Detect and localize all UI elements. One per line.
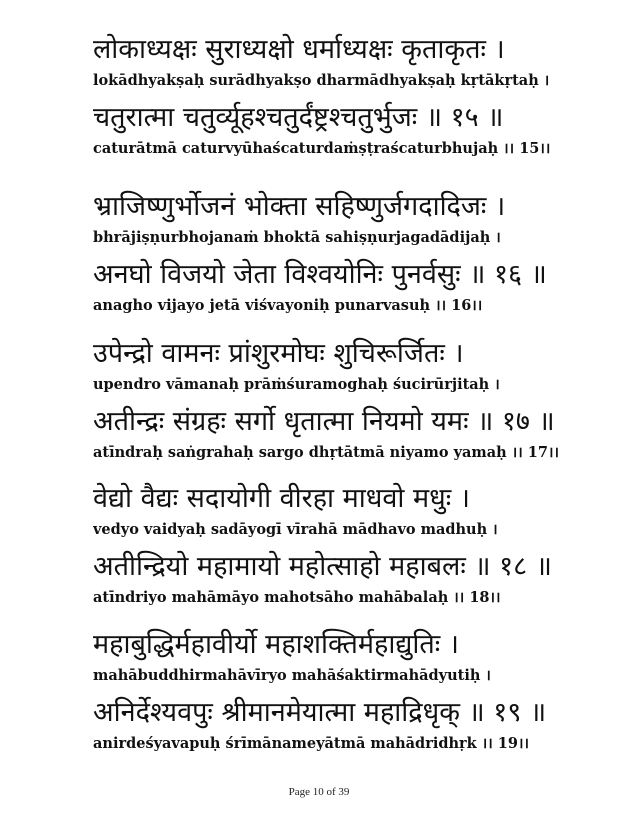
verse-line-transliteration: lokādhyakṣaḥ surādhyakṣo dharmādhyakṣaḥ kṛtākṛtaḥ । xyxy=(93,72,550,89)
verse-18 xyxy=(93,479,593,615)
verse-line-transliteration: caturātmā caturvyūhaścaturdaṁṣṭraścaturbhujaḥ ।। 15।। xyxy=(93,140,551,157)
verse-line-transliteration: bhrājiṣṇurbhojanaṁ bhoktā sahiṣṇurjagadādijaḥ । xyxy=(93,229,501,246)
verse-line-transliteration: atīndraḥ saṅgrahaḥ sargo dhṛtātmā niyamo yamaḥ ।। 17।। xyxy=(93,444,559,461)
verse-17 xyxy=(93,334,593,470)
verse-line-devanagari: अनिर्देश्यवपुः श्रीमानमेयात्मा महाद्रिधृक् ॥ १९ ॥ xyxy=(93,697,547,728)
verse-line-devanagari: महाबुद्धिर्महावीर्यो महाशक्तिर्महाद्युतिः । xyxy=(93,629,460,660)
verse-19 xyxy=(93,625,593,761)
verse-line-transliteration: anirdeśyavapuḥ śrīmānameyātmā mahādridhṛk ।। 19।। xyxy=(93,735,529,752)
verse-line-devanagari: चतुरात्मा चतुर्व्यूहश्चतुर्दंष्ट्रश्चतुर्भुजः ॥ १५ ॥ xyxy=(93,102,504,133)
verse-line-transliteration: atīndriyo mahāmāyo mahotsāho mahābalaḥ ।। 18।। xyxy=(93,589,501,606)
verse-line-transliteration: upendro vāmanaḥ prāṁśuramoghaḥ śucirūrjitaḥ । xyxy=(93,376,500,393)
verse-line-transliteration: vedyo vaidyaḥ sadāyogī vīrahā mādhavo madhuḥ । xyxy=(93,521,498,538)
verse-line-devanagari: भ्राजिष्णुर्भोजनं भोक्ता सहिष्णुर्जगदादिजः । xyxy=(93,191,506,222)
verse-line-devanagari: अतीन्द्रः संग्रहः सर्गो धृतात्मा नियमो यमः ॥ १७ ॥ xyxy=(93,406,555,437)
verse-line-devanagari: अतीन्द्रियो महामायो महोत्साहो महाबलः ॥ १८ ॥ xyxy=(93,551,552,582)
verse-line-devanagari: अनघो विजयो जेता विश्वयोनिः पुनर्वसुः ॥ १६ ॥ xyxy=(93,259,547,290)
verse-line-devanagari: वेद्यो वैद्यः सदायोगी वीरहा माधवो मधुः । xyxy=(93,483,470,514)
page-number: Page 10 of 39 xyxy=(288,786,350,798)
verse-line-transliteration: mahābuddhirmahāvīryo mahāśaktirmahādyutiḥ । xyxy=(93,667,491,684)
verse-line-devanagari: लोकाध्यक्षः सुराध्यक्षो धर्माध्यक्षः कृताकृतः । xyxy=(93,34,505,65)
verse-15 xyxy=(93,30,593,166)
verse-line-transliteration: anagho vijayo jetā viśvayoniḥ punarvasuḥ ।। 16।। xyxy=(93,297,483,314)
verse-16 xyxy=(93,187,593,323)
verse-line-devanagari: उपेन्द्रो वामनः प्रांशुरमोघः शुचिरूर्जितः । xyxy=(93,338,464,369)
